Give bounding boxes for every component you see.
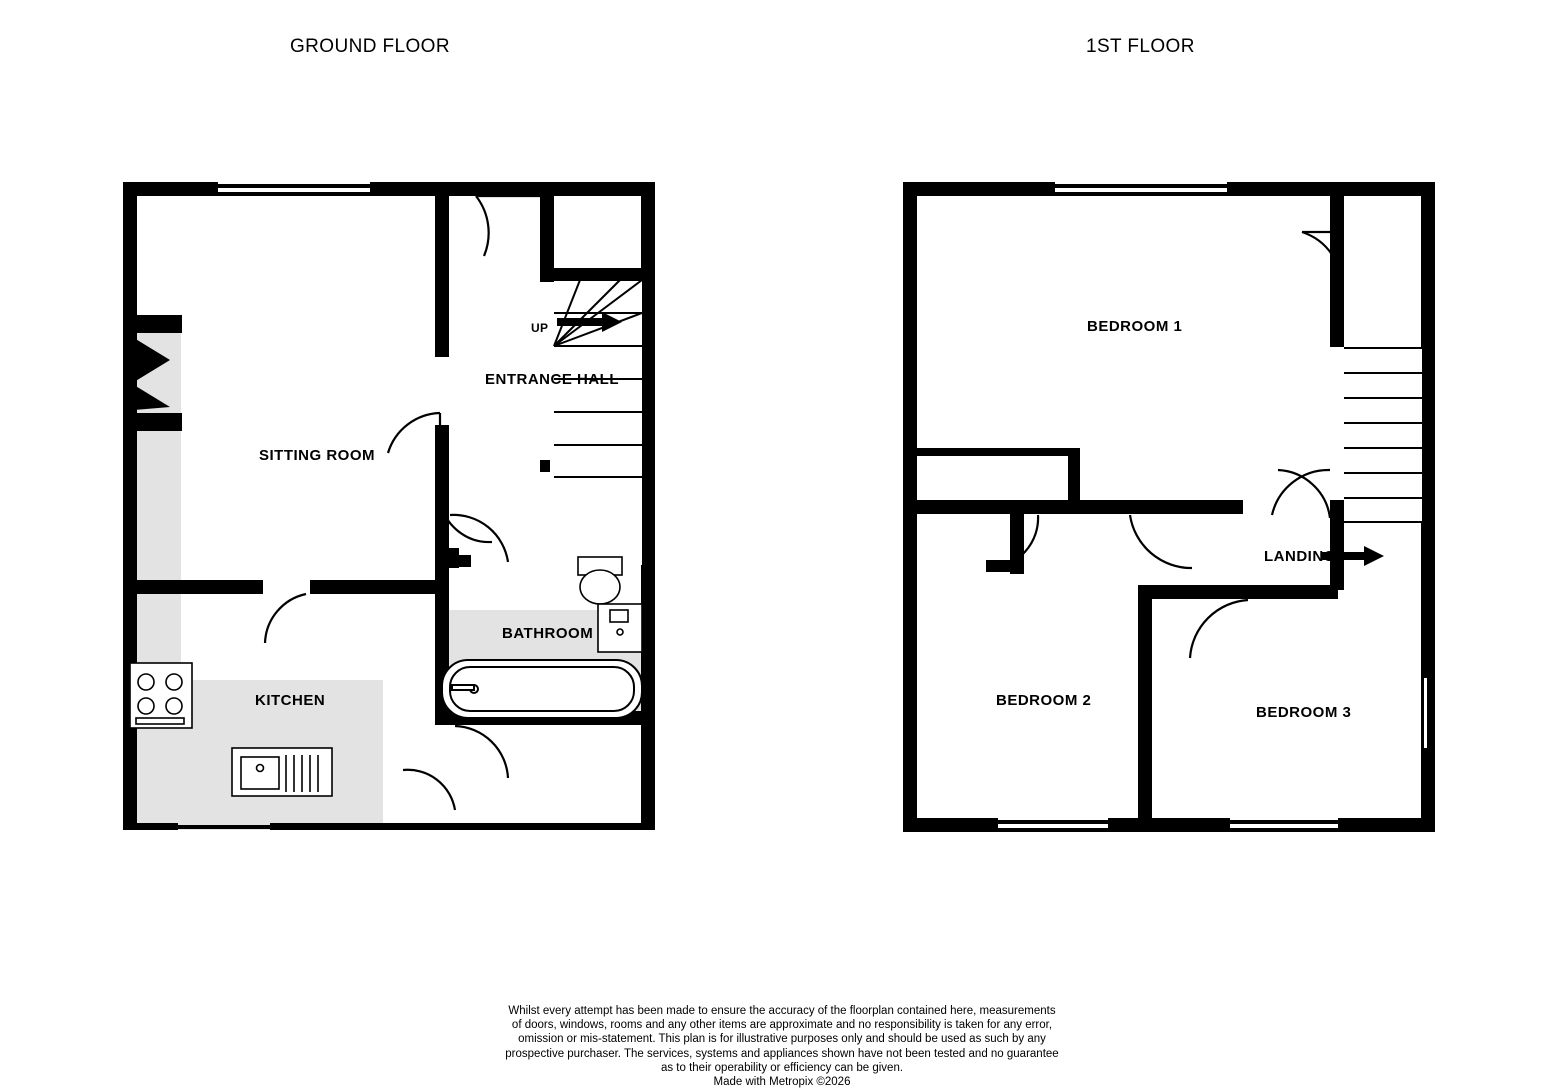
room-label-bedroom-1: BEDROOM 1 xyxy=(1087,318,1183,335)
room-label-entrance-hall: ENTRANCE HALL xyxy=(485,371,619,388)
disclaimer-text xyxy=(0,1004,1564,1089)
disclaimer-line-3: omission or mis-statement. This plan is for illustrative purposes only and should be used as such by any xyxy=(518,1033,1046,1046)
room-label-bathroom: BATHROOM xyxy=(502,625,594,642)
ground-floor-plan xyxy=(110,170,680,830)
bathroom-basin xyxy=(598,604,642,652)
room-label-bedroom-2: BEDROOM 2 xyxy=(996,692,1092,709)
room-label-bedroom-3: BEDROOM 3 xyxy=(1256,704,1352,721)
stair-direction-label: UP xyxy=(531,321,549,335)
bathroom-wc xyxy=(578,557,622,604)
made-with-credit: Made with Metropix ©2026 xyxy=(713,1076,851,1089)
disclaimer-line-5: as to their operability or efficiency can be given. xyxy=(660,1061,904,1074)
room-label-landing: LANDING xyxy=(1264,548,1336,565)
bathroom-bath xyxy=(442,660,642,718)
room-label-kitchen: KITCHEN xyxy=(255,692,326,709)
interior-walls xyxy=(903,182,1344,832)
disclaimer-line-1: Whilst every attempt has been made to ensure the accuracy of the floorplan contained here, measurements xyxy=(508,1005,1056,1017)
first-floor-plan xyxy=(890,170,1460,850)
disclaimer-line-2: of doors, windows, rooms and any other items are approximate and no responsibility is taken for any error, xyxy=(511,1019,1053,1032)
first-floor-title: 1ST FLOOR xyxy=(1086,36,1195,57)
kitchen-sink xyxy=(232,748,332,796)
staircase-down xyxy=(1344,348,1422,523)
room-label-sitting-room: SITTING ROOM xyxy=(259,447,375,464)
kitchen-hob xyxy=(130,663,192,728)
disclaimer-line-4: prospective purchaser. The services, systems and appliances shown have not been tested and no guarantee xyxy=(505,1047,1059,1060)
ground-floor-title: GROUND FLOOR xyxy=(290,36,450,57)
